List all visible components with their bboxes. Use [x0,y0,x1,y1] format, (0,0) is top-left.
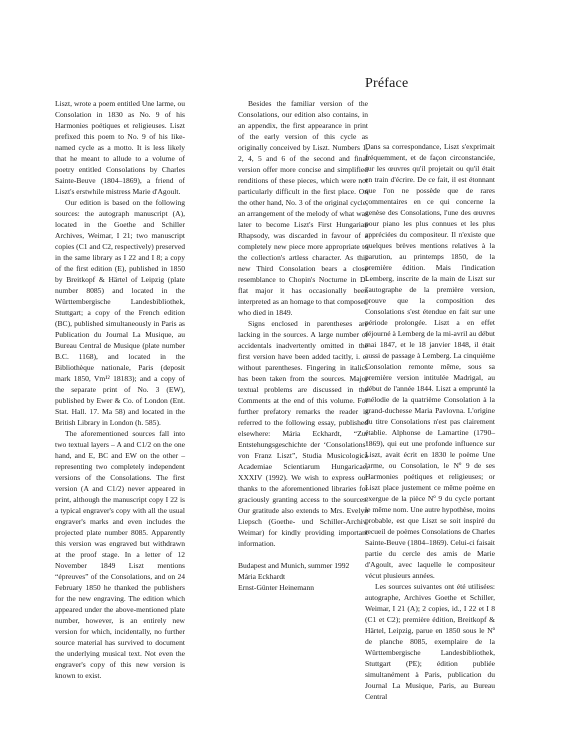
section-heading: Préface [365,76,409,91]
signature-author-1: Mária Eckhardt [238,572,286,581]
text-column-1 [55,98,185,681]
paragraph: Signs enclosed in parentheses are lacking in the sources. A large number of accidentals inadvertently omitted in the first version have been added tacitly, i. e. without parentheses. Fingering in italics has been taken from the sources. Major textual problems are discussed in the Comments at the end of this volume. For further prefatory remarks the reader is referred to the following essay, published elsewhere: Mária Eckhardt, “Zur Entstehungsgeschichte der ‘Consolations’ von Franz Liszt”, Studia Musicologica Academiae Scientiarum Hungaricae, XXXIV (1992). We wish to express our thanks to the aforementioned libraries for graciously granting access to the sources. Our gratitude also extends to Mrs. Evelyn Liepsch (Goethe- und Schiller-Archiv, Weimar) for kindly providing important information. [238,319,368,548]
text-column-3 [365,141,495,702]
paragraph: Les sources suivantes ont été utilisées: autographe, Archives Goethe et Schiller, Weimar, I 21 (A); 2 copies, id., I 22 et I 8 (C1 et C2); première édition, Breitkopf & Härtel, Leipzig, parue en 1850 sous le Nº de planche 8085, exemplaire de la Württembergische Landesbibliothek, Stuttgart (PE); édition publiée simultanément à Paris, publication du Journal La Musique, Paris, au Bureau Central [365,582,495,701]
signature-place-date: Budapest and Munich, summer 1992 [238,561,350,570]
paragraph: Dans sa correspondance, Liszt s'exprimait fréquemment, et de façon circonstanciée, sur les œuvres qu'il projetait ou qu'il était en train d'écrire. De ce fait, il est étonnant que l'on ne possède que de rares commentaires en ce qui concerne la genèse des Consolations, l'une des œuvres pour piano les plus connues et les plus appréciées du compositeur. Il n'existe que quelques brèves mentions relatives à la parution, au printemps 1850, de la première édition. Mais l'indication Lemberg, inscrite de la main de Liszt sur l'autographe de la première version, prouve que la composition des Consolations s'est étendue en fait sur une période prolongée. Liszt a en effet séjourné à Lemberg de la mi-avril au début mai 1847, et le 18 janvier 1848, il était aussi de passage à Lemberg. La cinquième Consolation remonte même, sous sa première version intitulée Madrigal, au début de l'année 1844. Liszt a emprunté la mélodie de la quatrième Consolation à la grand-duchesse Maria Pavlovna. L'origine du titre Consolations n'est pas clairement établie. Alphonse de Lamartine (1790–1869), qui eut une profonde influence sur Liszt, avait écrit en 1830 le poème Une larme, ou Consolation, le Nº 9 de ses Harmonies poétiques et religieuses; or Liszt place justement ce même poème en exergue de la pièce Nº 9 du cycle portant le même nom. Une autre hypothèse, moins probable, est que Liszt se soit inspiré du recueil de poèmes Consolations de Charles Sainte-Beuve (1804–1869). Celui-ci faisait partie du cercle des amis de Marie d'Agoult, avec laquelle le compositeur vécut plusieurs années. [365,142,495,580]
text-column-2 [238,98,368,593]
signature-author-2: Ernst-Günter Heinemann [238,583,315,592]
paragraph: The aforementioned sources fall into two textual layers – A and C1/2 on the one hand, and E, BC and EW on the other – representing two completely independent versions of the Consolations. The first version (A and C1/2) never appeared in print, although the manuscript copy I 22 is a typical engraver's copy with all the usual engraver's marks and even includes the projected plate number 8085. Apparently this version was engraved but withdrawn at the proof stage. In a letter of 12 November 1849 Liszt mentions “épreuves” of the Consolations, and on 24 February 1850 he thanked the publishers for the new engraving. The edition which appeared under the above-mentioned plate number, however, is an entirely new version for which, incidentally, no further source material has survived to document the underlying musical text. Not even the engraver's copy of this new version is known to exist. [55,429,185,680]
paragraph: Besides the familiar version of the Consolations, our edition also contains, in an appendix, the first appearance in print of the early version of this cycle as originally conceived by Liszt. Numbers 1, 2, 4, 5 and 6 of the second and final version offer more concise and simplified renditions of these pieces, which were not particularly difficult in the first place. On the other hand, No. 3 of the original cycle, an arrangement of the melody of what was later to become Liszt's First Hungarian Rhapsody, was discarded in favour of a completely new piece more appropriate to the collection's artless character. As this new Third Consolation bears a close resemblance to Chopin's Nocturne in D-flat major it has occasionally been interpreted as an homage to that composer, who died in 1849. [238,99,368,317]
paragraph: Liszt, wrote a poem entitled Une larme, ou Consolation in 1830 as No. 9 of his Harmonies poétiques et religieuses. Liszt prefixed this poem to No. 9 of his like-named cycle as a motto. It is less likely that he meant to allude to a volume of poetry entitled Consolations by Charles Sainte-Beuve (1804–1869), a friend of Liszt's erstwhile mistress Marie d'Agoult. [55,99,185,196]
paragraph: Our edition is based on the following sources: the autograph manuscript (A), located in the Goethe and Schiller Archives, Weimar, I 21; two manuscript copies (C1 and C2, respectively) preserved in the same library as I 22 and I 8; a copy of the first edition (E), published in 1850 by Breitkopf & Härtel of Leipzig (plate number 8085) and located in the Württembergische Landesbibliothek, Stuttgart; a copy of the French edition (BC), published simultaneously in Paris as Publication du Journal La Musique, au Bureau Central de Musique (plate number B.C. 1168), and located in the Bibliothèque nationale, Paris (deposit mark 1850, Vm¹² 18183); and a copy of the separate print of No. 3 (EW), published by Ewer & Co. of London (Ent. Stat. Hall. 17. Ma 58) and located in the British Library in London (h. 585). [55,198,185,427]
